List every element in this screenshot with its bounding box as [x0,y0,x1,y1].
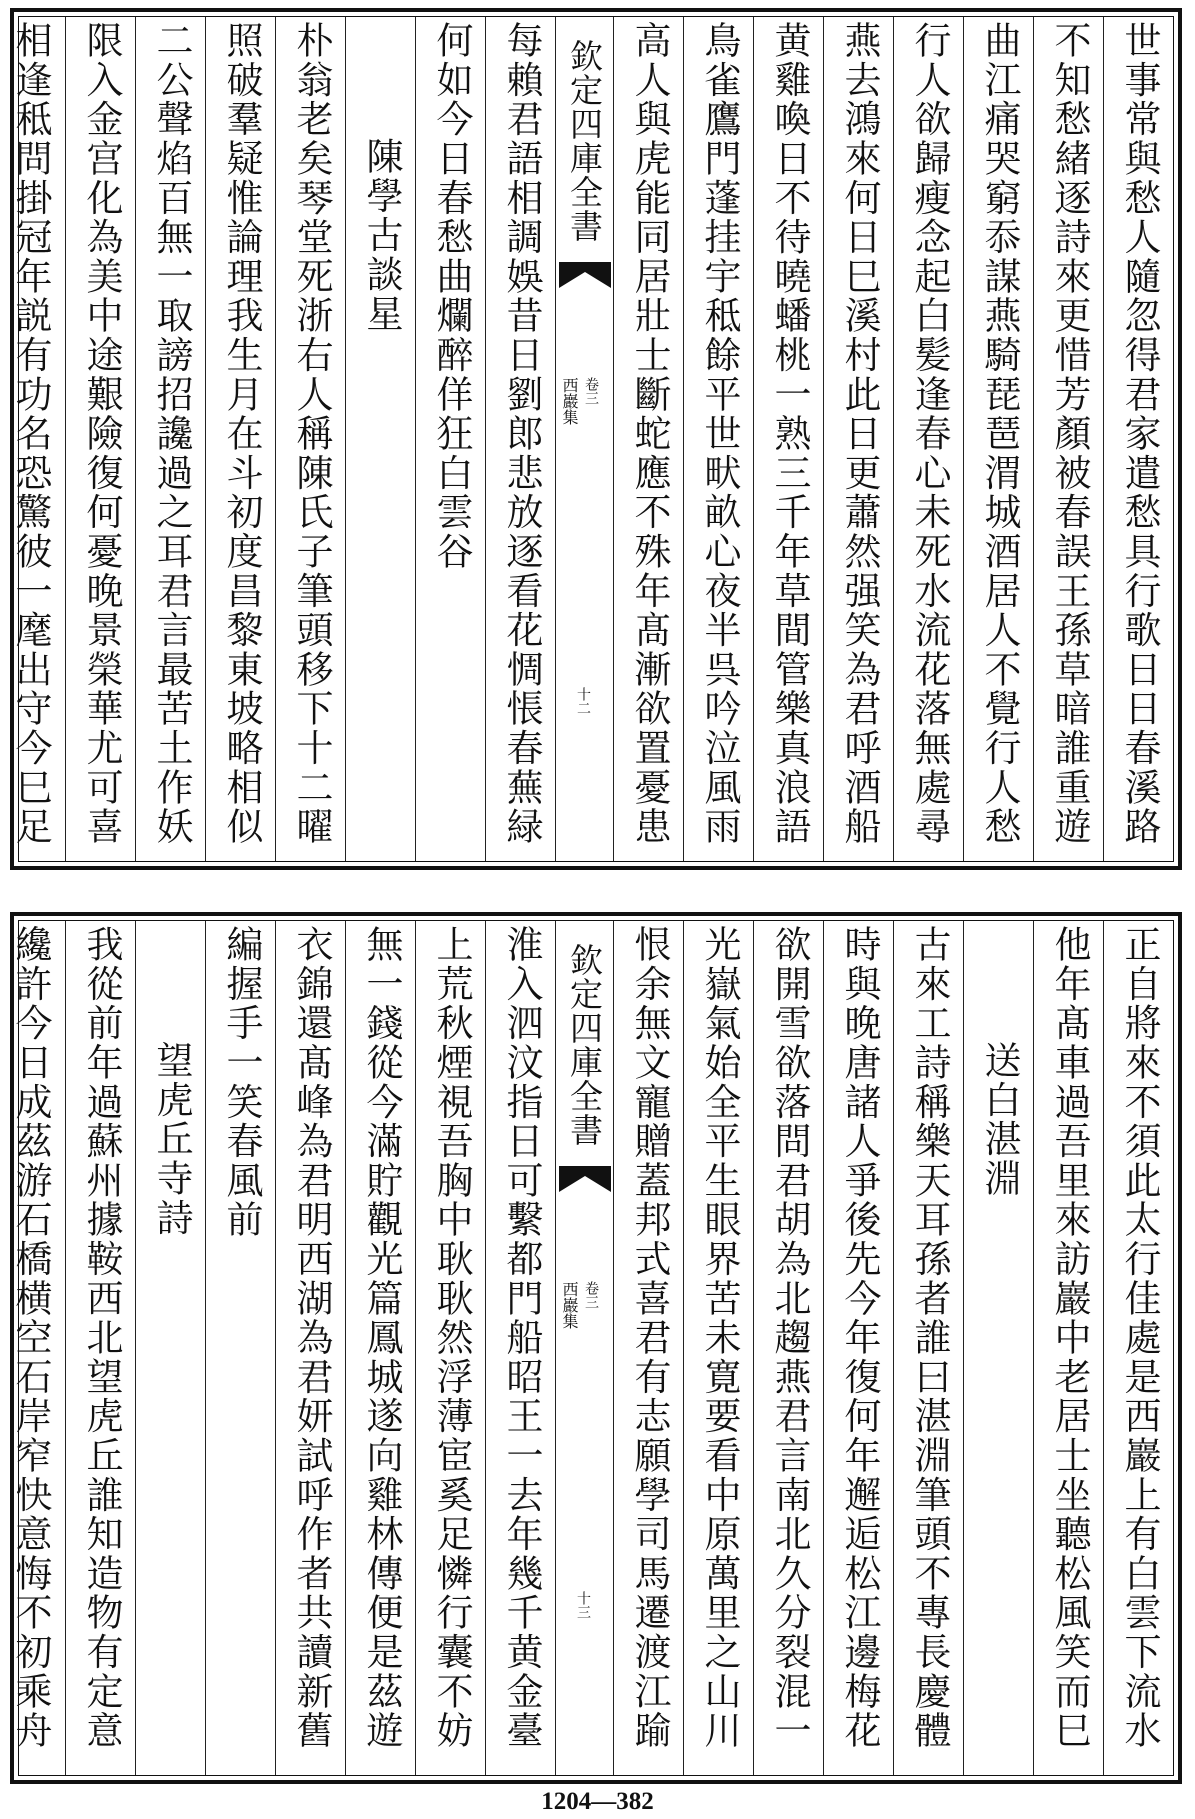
text-column: 燕去鴻來何日巳溪村此日更蕭然强笑為君呼酒船 [823,17,893,861]
fish-tail-mark-icon [559,262,611,288]
collection-header: 欽定四庫全書 [565,942,604,1147]
text-column: 衣錦還髙峰為君明西湖為君妍試呼作者共讀新舊 [275,921,345,1775]
lower-page [10,912,1182,1784]
text-column: 相逢秪問掛冠年説有功名恐驚彼一麾出守今巳足 [9,21,52,847]
upper-page [10,8,1182,870]
text-column: 恨余無文寵贈蓋邦式喜君有志願學司馬遷渡江踰 [613,921,683,1775]
text-column: 淮入泗汶指日可繫都門船昭王一去年幾千黄金臺 [485,921,555,1775]
text-column: 編握手一笑春風前 [205,921,275,1775]
text-column: 朴翁老矣琴堂死浙右人稱陳氏子筆頭移下十二曜 [275,17,345,861]
volume-label: 卷三 [583,377,599,405]
text-column: 二公聲焰百無一取謗招讒過之耳君言最苦土作妖 [135,17,205,861]
center-fold-column [555,17,613,861]
text-column: 上荒秋煙視吾胸中耿耿然浮薄宦奚足憐行囊不妨 [415,921,485,1775]
text-column: 無一錢從今滿貯觀光篇鳳城遂向雞林傳便是茲遊 [345,921,415,1775]
text-column: 限入金宫化為美中途艱險復何憂晚景榮華尤可喜 [65,17,135,861]
text-column: 不知愁緒逐詩來更惜芳顏被春誤王孫草暗誰重遊 [1033,17,1103,861]
text-column: 纔許今日成茲游石橋横空石岸窄快意悔不初乘舟 [9,925,52,1751]
page-footer-code: 1204—382 [541,1788,654,1815]
poem-title-column: 送白湛淵 [963,921,1033,1775]
upper-page-frame [9,16,1174,862]
text-column: 他年髙車過吾里來訪巖中老居士坐聽松風笑而巳 [1033,921,1103,1775]
volume-label: 卷三 [583,1281,599,1309]
text-column: 黄雞喚日不待曉蟠桃一熟三千年草間管樂真浪語 [753,17,823,861]
leaf-number: 十三 [575,1591,591,1619]
book-title: 西巖集 [560,377,579,425]
text-column: 照破羣疑惟論理我生月在斗初度昌黎東坡略相似 [205,17,275,861]
text-column: 高人與虎能同居壯士斷蛇應不殊年髙漸欲置憂患 [613,17,683,861]
text-column: 欲開雪欲落問君胡為北趨燕君言南北久分裂混一 [753,921,823,1775]
leaf-number: 十二 [575,687,591,715]
lower-page-frame [9,920,1174,1776]
poem-title-column: 望虎丘寺詩 [135,921,205,1775]
text-column: 光嶽氣始全平生眼界苦未寛要看中原萬里之山川 [683,921,753,1775]
text-column: 每賴君語相調娛昔日劉郎悲放逐看花惆悵春蕪緑 [485,17,555,861]
center-fold-column [555,921,613,1775]
book-title: 西巖集 [560,1281,579,1329]
text-column: 正自將來不須此太行佳處是西巖上有白雲下流水 [1103,921,1173,1775]
text-column: 我從前年過蘇州據鞍西北望虎丘誰知造物有定意 [65,921,135,1775]
text-column: 何如今日春愁曲爛醉佯狂白雲谷 [415,17,485,861]
text-column: 行人欲歸瘦念起白髪逢春心未死水流花落無處尋 [893,17,963,861]
text-column: 古來工詩稱樂天耳孫者誰曰湛淵筆頭不專長慶體 [893,921,963,1775]
text-column: 世事常與愁人隨忽得君家遣愁具行歌日日春溪路 [1103,17,1173,861]
text-column: 曲江痛哭窮忝謀燕騎琵琶渭城酒居人不覺行人愁 [963,17,1033,861]
text-column: 時與晚唐諸人爭後先今年復何年邂逅松江邊梅花 [823,921,893,1775]
fish-tail-mark-icon [559,1166,611,1192]
poem-title-column: 陳學古談星 [345,17,415,861]
text-column: 鳥雀鷹門蓬挂宇秪餘平世畎畝心夜半呉吟泣風雨 [683,17,753,861]
collection-header: 欽定四庫全書 [565,38,604,243]
